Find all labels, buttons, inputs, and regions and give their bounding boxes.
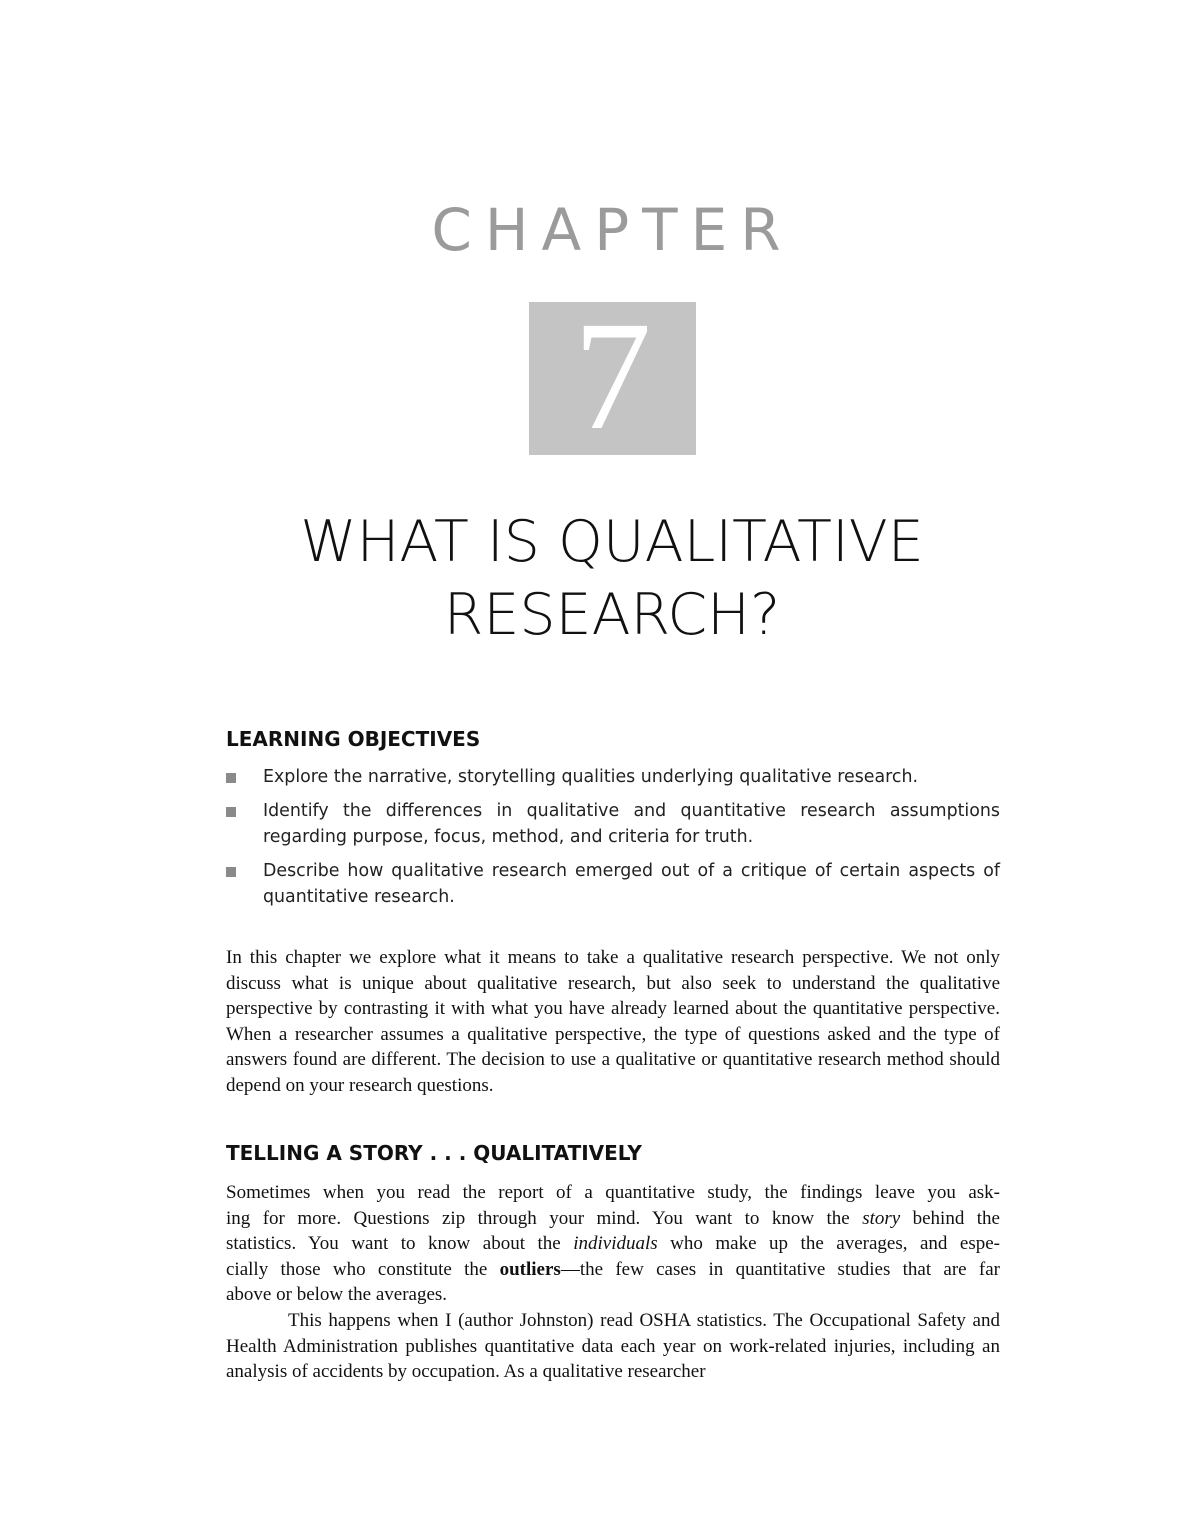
text-run: above or below the averages. — [226, 1284, 448, 1306]
chapter-title-line-1: WHAT IS QUALITATIVE — [300, 509, 924, 575]
text-line — [226, 1180, 1000, 1206]
objective-text: Describe how qualitative research emerged out of a critique of certain aspects of quantitative research. — [263, 861, 1000, 907]
story-paragraph-2: This happens when I (author Johnston) read OSHA statistics. The Occupational Safety and Health Administration publishes quantitative data each year on work-related injuries, including an analysis of accidents by occupation. As a qualitative researcher — [226, 1310, 1000, 1383]
chapter-title — [0, 506, 1200, 652]
intro-paragraph: In this chapter we explore what it means to take a qualitative research perspective. We not only discuss what is unique about qualitative research, but also seek to understand the qualitative perspective by contrasting it with what you have already learned about the quantitative perspective. When a researcher assumes a qualitative perspective, the type of questions asked and the type of answers found are different. The decision to use a qualitative or quantitative research method should depend on your research questions. — [226, 947, 1000, 1096]
emphasis-individuals: individuals — [573, 1233, 658, 1255]
objective-item — [226, 858, 1000, 910]
objective-item — [226, 764, 1000, 790]
emphasis-story: story — [862, 1207, 901, 1229]
text-run: who make up the averages, and espe- — [657, 1233, 1000, 1255]
text-run: statistics. You want to know about the — [226, 1233, 574, 1255]
objective-text: Explore the narrative, storytelling qualities underlying qualitative research. — [263, 767, 919, 787]
square-bullet-icon — [226, 867, 236, 877]
chapter-label: CHAPTER — [431, 196, 794, 264]
text-run: —the few cases in quantitative studies that are far — [560, 1258, 1000, 1280]
objective-item — [226, 798, 1000, 850]
text-run: behind the — [900, 1207, 1000, 1229]
chapter-title-line-2: RESEARCH? — [443, 582, 781, 648]
square-bullet-icon — [226, 807, 236, 817]
story-paragraph-1 — [226, 1180, 1000, 1308]
learning-objectives-heading: LEARNING OBJECTIVES — [226, 727, 481, 751]
telling-a-story-heading: TELLING A STORY . . . QUALITATIVELY — [226, 1141, 642, 1165]
text-line — [226, 1282, 1000, 1308]
text-run: ing for more. Questions zip through your mind. You want to know the — [226, 1207, 863, 1229]
chapter-number-box — [529, 288, 696, 462]
text-line — [226, 1231, 1000, 1257]
text-line — [226, 1206, 1000, 1232]
term-outliers: outliers — [499, 1258, 561, 1280]
square-bullet-icon — [226, 773, 236, 783]
objective-text: Identify the differences in qualitative and quantitative research assumptions regarding purpose, focus, method, and criteria for truth. — [263, 801, 1000, 847]
text-line — [226, 1257, 1000, 1283]
chapter-number: 7 — [573, 288, 652, 462]
learning-objectives-list — [226, 764, 1000, 918]
text-run: cially those who constitute the — [226, 1258, 500, 1280]
text-run: Sometimes when you read the report of a quantitative study, the findings leave you ask- — [226, 1182, 1000, 1203]
